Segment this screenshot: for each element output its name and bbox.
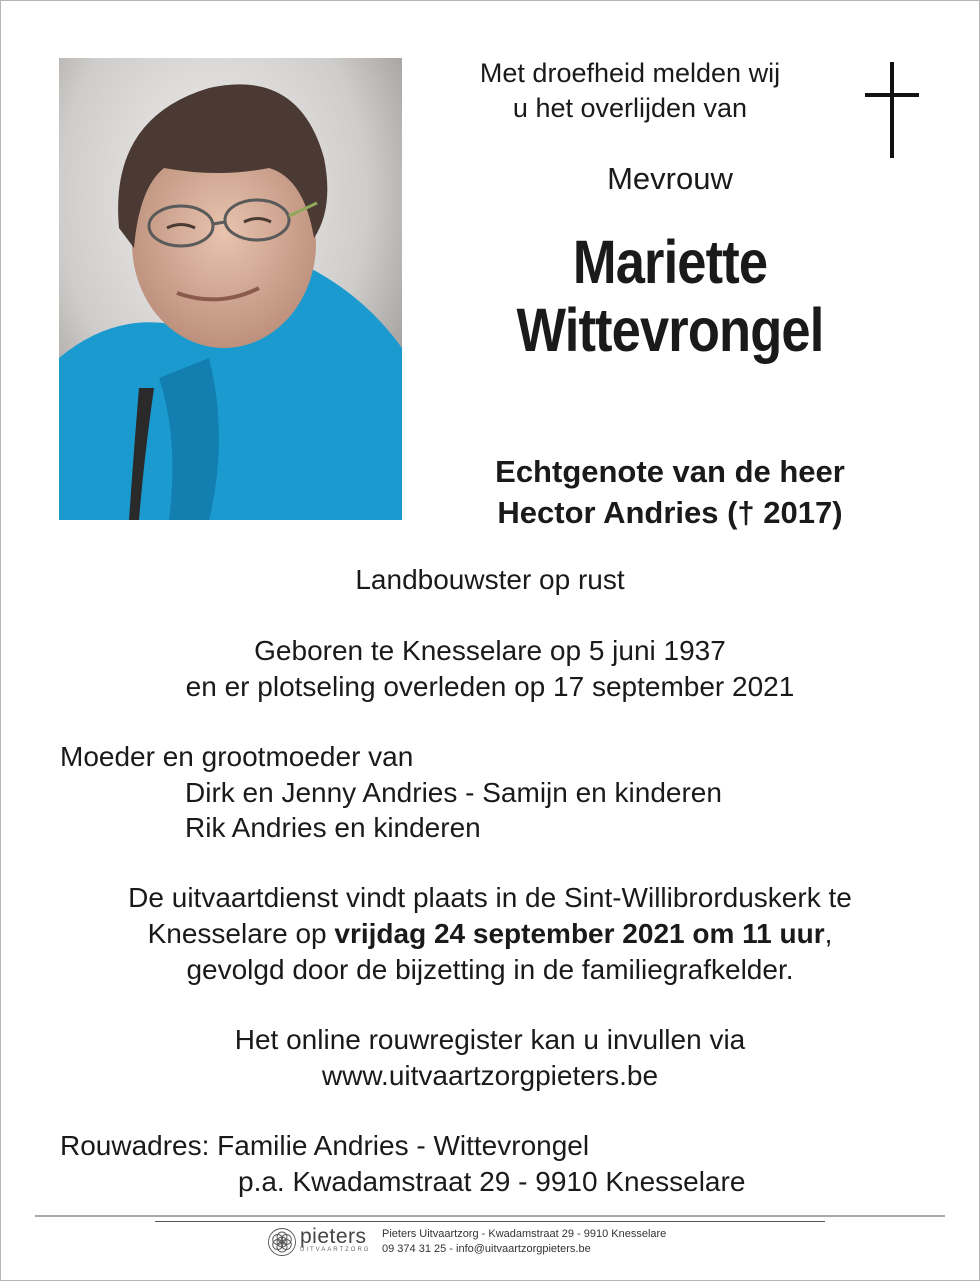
funeral-info	[0, 880, 980, 988]
logo-word: pieters	[300, 1225, 367, 1248]
last-name: Wittevrongel	[516, 296, 824, 364]
online-url[interactable]: www.uitvaartzorgpieters.be	[321, 1060, 659, 1091]
footer-phone-email[interactable]: 09 374 31 25 - info@uitvaartzorgpieters.be	[382, 1243, 591, 1255]
funeral-line	[0, 916, 980, 952]
intro-line: Met droefheid melden wij	[479, 58, 781, 88]
funeral-line: De uitvaartdienst vindt plaats in de Sint-Willibrorduskerk te	[128, 882, 852, 913]
funeral-line: gevolgd door de bijzetting in de familiegrafkelder.	[186, 954, 794, 985]
footer-address: Pieters Uitvaartzorg - Kwadamstraat 29 - 9910 Knesselare	[382, 1228, 667, 1240]
deceased-name	[455, 228, 885, 364]
logo-subtitle: UITVAARTZORG	[300, 1247, 371, 1253]
family-heading: Moeder en grootmoeder van	[60, 741, 414, 772]
birth-line: Geboren te Knesselare op 5 juni 1937	[254, 635, 726, 666]
footer-contact	[382, 1227, 666, 1257]
funeral-comma: ,	[824, 918, 833, 949]
spouse-text	[420, 451, 920, 533]
divider	[35, 1215, 945, 1217]
cross-icon	[862, 62, 922, 158]
funeral-date: vrijdag 24 september 2021 om 11 uur	[334, 918, 825, 949]
intro-line: u het overlijden van	[512, 93, 748, 123]
divider	[155, 1221, 825, 1222]
honorific: Mevrouw	[607, 161, 733, 196]
first-name: Mariette	[572, 228, 768, 296]
flower-of-life-icon	[267, 1227, 297, 1257]
online-register	[0, 1022, 980, 1094]
online-text: Het online rouwregister kan u invullen via	[234, 1024, 746, 1055]
death-line: en er plotseling overleden op 17 september 2021	[185, 671, 795, 702]
family-member: Dirk en Jenny Andries - Samijn en kinderen	[185, 777, 722, 808]
occupation: Landbouwster op rust	[355, 564, 625, 595]
spouse-line: Hector Andries († 2017)	[497, 495, 843, 530]
portrait-photo	[59, 58, 402, 520]
mourning-address-line: p.a. Kwadamstraat 29 - 9910 Knesselare	[238, 1166, 746, 1197]
spouse-line: Echtgenote van de heer	[495, 454, 845, 489]
family-member: Rik Andries en kinderen	[185, 812, 481, 843]
funeral-place: Knesselare op	[147, 918, 335, 949]
birth-death-text	[0, 633, 980, 705]
funeral-home-logo	[267, 1227, 377, 1257]
intro-text	[420, 56, 840, 126]
mourning-address-line: Rouwadres: Familie Andries - Wittevrongel	[60, 1130, 590, 1161]
